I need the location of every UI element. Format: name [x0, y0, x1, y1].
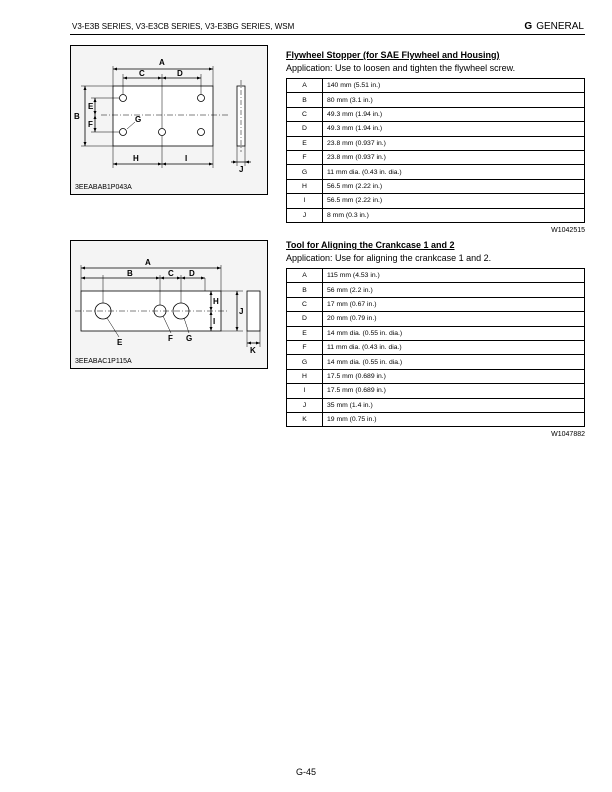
dimension-value: 49.3 mm (1.94 in.) [323, 122, 585, 136]
section-application: Application: Use to loosen and tighten the flywheel screw. [286, 63, 516, 73]
table-row [287, 297, 585, 311]
dimension-value: 17 mm (0.67 in.) [323, 297, 585, 311]
table-row [287, 369, 585, 383]
table-row [287, 136, 585, 150]
dimension-key: E [287, 326, 323, 340]
dimension-key: G [287, 355, 323, 369]
crankcase-tool-section [286, 240, 585, 438]
table-row [287, 150, 585, 164]
table-row [287, 194, 585, 208]
label-f: F [88, 120, 93, 129]
side-view [247, 291, 260, 331]
label-i: I [185, 154, 188, 163]
section-name: GENERAL [536, 21, 584, 32]
header-section [524, 21, 584, 32]
dimension-key: A [287, 269, 323, 283]
label-a: A [145, 258, 151, 267]
table-row [287, 283, 585, 297]
dimension-key: K [287, 412, 323, 426]
dimension-value: 23.8 mm (0.937 in.) [323, 150, 585, 164]
dimension-key: C [287, 107, 323, 121]
dimension-key: I [287, 194, 323, 208]
figure1-caption: 3EEABAB1P043A [75, 184, 132, 191]
table-row [287, 355, 585, 369]
table-row [287, 312, 585, 326]
header-rule [70, 34, 585, 35]
table-row [287, 179, 585, 193]
dimension-value: 49.3 mm (1.94 in.) [323, 107, 585, 121]
flywheel-stopper-drawing [71, 46, 267, 194]
dimension-key: I [287, 384, 323, 398]
section-application: Application: Use for aligning the crankcase 1 and 2. [286, 253, 492, 263]
table-row [287, 384, 585, 398]
dimension-value: 35 mm (1.4 in.) [323, 398, 585, 412]
dimension-value: 11 mm dia. (0.43 in. dia.) [323, 165, 585, 179]
section-letter: G [524, 21, 533, 32]
dimension-key: D [287, 312, 323, 326]
label-i: I [213, 317, 216, 326]
label-b: B [74, 112, 80, 121]
label-d: D [177, 69, 183, 78]
label-c: C [168, 269, 174, 278]
document-code: W1047882 [551, 431, 585, 439]
crankcase-tool-figure [70, 240, 268, 369]
label-f: F [168, 334, 173, 343]
dimension-key: F [287, 340, 323, 354]
dimension-key: E [287, 136, 323, 150]
label-e: E [117, 338, 123, 347]
label-h: H [133, 154, 139, 163]
table-row [287, 107, 585, 121]
dimension-value: 80 mm (3.1 in.) [323, 93, 585, 107]
label-a: A [159, 58, 165, 67]
dimension-value: 20 mm (0.79 in.) [323, 312, 585, 326]
table-row [287, 398, 585, 412]
section-title: Flywheel Stopper (for SAE Flywheel and Housing) [286, 50, 500, 60]
dimension-value: 56.5 mm (2.22 in.) [323, 179, 585, 193]
table-row [287, 326, 585, 340]
label-j: J [239, 307, 244, 316]
dimension-key: C [287, 297, 323, 311]
label-g: G [186, 334, 193, 343]
table-row [287, 93, 585, 107]
dimension-value: 17.5 mm (0.689 in.) [323, 369, 585, 383]
dimension-value: 140 mm (5.51 in.) [323, 79, 585, 93]
figure2-caption: 3EEABAC1P115A [75, 358, 132, 365]
dimension-value: 115 mm (4.53 in.) [323, 269, 585, 283]
dimension-value: 56.5 mm (2.22 in.) [323, 194, 585, 208]
dimension-key: B [287, 283, 323, 297]
dimension-key: J [287, 208, 323, 222]
dimension-key: H [287, 369, 323, 383]
dimension-key: D [287, 122, 323, 136]
dimension-key: B [287, 93, 323, 107]
flywheel-stopper-figure [70, 45, 268, 195]
dimension-value: 8 mm (0.3 in.) [323, 208, 585, 222]
table-row [287, 165, 585, 179]
dimension-value: 11 mm dia. (0.43 in. dia.) [323, 340, 585, 354]
label-g: G [135, 115, 142, 124]
table-row [287, 340, 585, 354]
label-j: J [239, 165, 244, 174]
dimension-key: G [287, 165, 323, 179]
dimension-key: F [287, 150, 323, 164]
crankcase-tool-drawing [71, 241, 267, 368]
table-row [287, 208, 585, 222]
label-h: H [213, 297, 219, 306]
spec-table [286, 78, 585, 223]
table-row [287, 122, 585, 136]
label-d: D [189, 269, 195, 278]
dimension-value: 14 mm dia. (0.55 in. dia.) [323, 326, 585, 340]
label-k: K [250, 346, 256, 355]
dimension-key: H [287, 179, 323, 193]
plate-outline [113, 86, 213, 146]
dimension-value: 17.5 mm (0.689 in.) [323, 384, 585, 398]
section-title: Tool for Aligning the Crankcase 1 and 2 [286, 240, 455, 250]
table-row [287, 269, 585, 283]
document-code: W1042515 [551, 226, 585, 234]
dimension-key: A [287, 79, 323, 93]
flywheel-stopper-section [286, 50, 585, 234]
dimension-key: J [287, 398, 323, 412]
label-e: E [88, 102, 94, 111]
dimension-value: 14 mm dia. (0.55 in. dia.) [323, 355, 585, 369]
dimension-value: 23.8 mm (0.937 in.) [323, 136, 585, 150]
label-c: C [139, 69, 145, 78]
dimension-value: 56 mm (2.2 in.) [323, 283, 585, 297]
header-series: V3-E3B SERIES, V3-E3CB SERIES, V3-E3BG SERIES, WSM [72, 22, 295, 31]
dimension-value: 19 mm (0.75 in.) [323, 412, 585, 426]
label-b: B [127, 269, 133, 278]
spec-table [286, 268, 585, 427]
table-row [287, 412, 585, 426]
page-number: G-45 [295, 767, 316, 777]
table-row [287, 79, 585, 93]
